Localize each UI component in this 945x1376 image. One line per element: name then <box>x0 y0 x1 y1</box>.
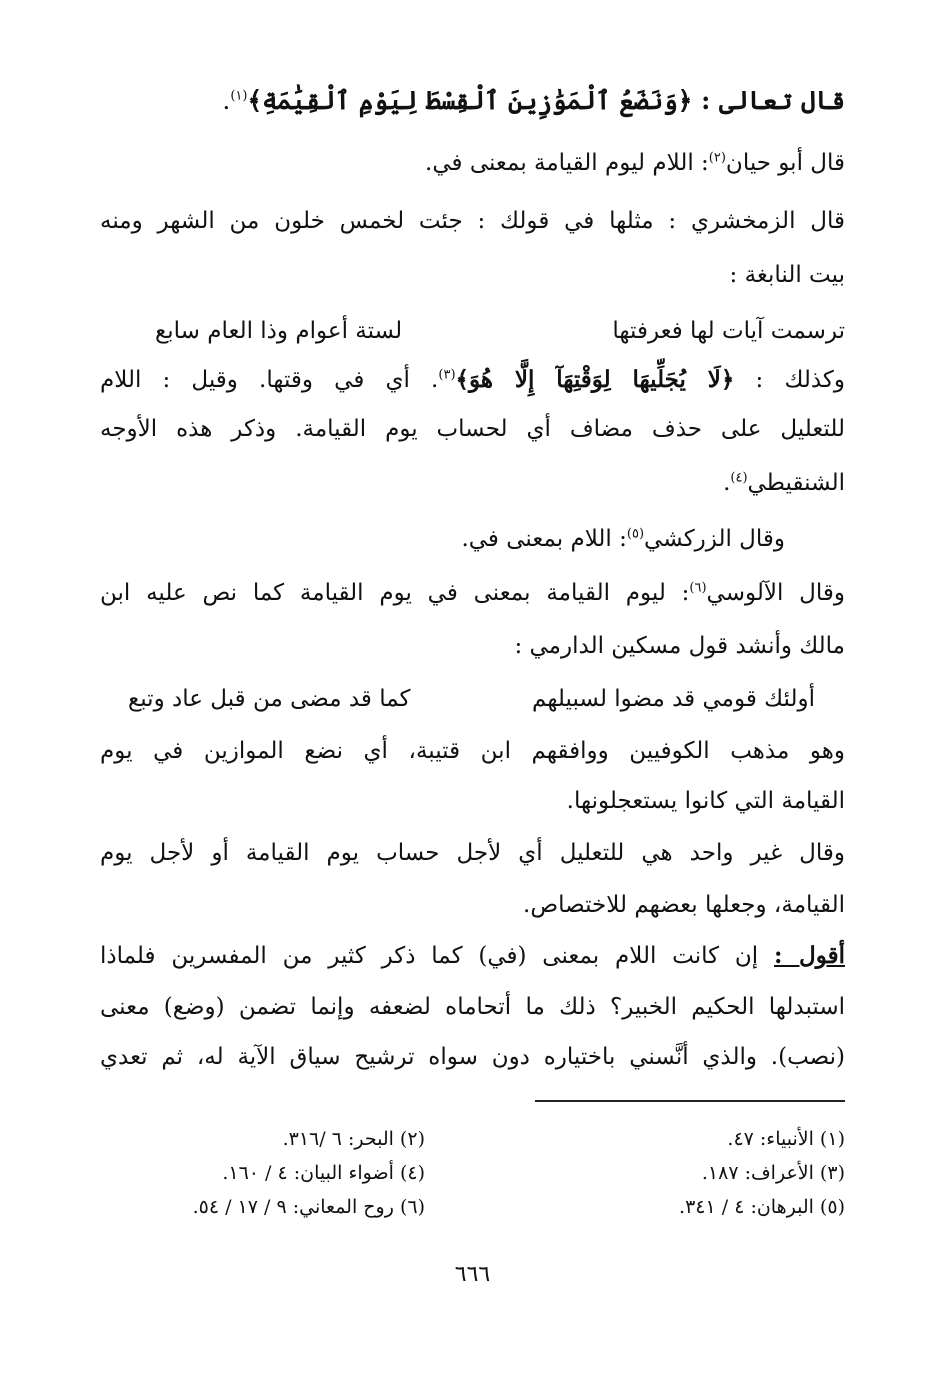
line-tail: . أي في وقتها. وقيل : اللام <box>100 367 439 393</box>
line-lead: وكذلك : <box>734 367 845 393</box>
body-line-17: (نصب). والذي أنَّسني باختياره دون سواه ترشيح سياق الآية له، ثم تعدي <box>100 1044 845 1070</box>
body-line-3: قال الزمخشري : مثلها في قولك : جئت لخمس خلون من الشهر ومنه <box>100 208 845 234</box>
body-line-4: بيت النابغة : <box>729 262 845 288</box>
body-line-10: مالك وأنشد قول مسكين الدارمي : <box>514 633 845 659</box>
verse-2-second-hemistich: كما قد مضى من قبل عاد وتبع <box>128 686 411 712</box>
quran-verse: ﴿لَا يُجَلِّيهَا لِوَقْتِهَآ إِلَّا هُوَ﴾ <box>455 366 735 393</box>
footnote-marker: (١) <box>230 88 248 104</box>
footnote-1: (١) الأنبياء: ٤٧. <box>727 1128 845 1150</box>
body-line-8 <box>100 526 785 554</box>
line-tail: . <box>222 86 231 115</box>
verse-2-first-hemistich: أولئك قومي قد مضوا لسبيلهم <box>532 686 815 712</box>
body-line-15 <box>100 942 845 971</box>
line-tail: : اللام ليوم القيامة بمعنى في. <box>425 150 709 176</box>
verse-1-first-hemistich: ترسمت آيات لها فعرفتها <box>612 318 845 344</box>
body-line-6: للتعليل على حذف مضاف أي لحساب يوم القيامة. وذكر هذه الأوجه <box>100 416 845 442</box>
line-lead: الشنقيطي <box>747 470 845 496</box>
line-tail: إن كانت اللام بمعنى (في) كما ذكر كثير من المفسرين فلماذا <box>100 943 775 969</box>
footnote-5: (٥) البرهان: ٤ / ٣٤١. <box>679 1196 845 1218</box>
body-line-9 <box>100 580 845 608</box>
aqul-label: أقول : <box>774 942 845 969</box>
footnote-marker: (٣) <box>438 367 456 383</box>
line-lead: قال تعالى : <box>692 86 845 115</box>
body-line-12: القيامة التي كانوا يستعجلونها. <box>566 788 845 814</box>
body-line-16: استبدلها الحكيم الخبير؟ ذلك ما أتحاماه لضعفه وإنما تضمن (وضع) معنى <box>100 994 846 1020</box>
footnote-marker: (٦) <box>689 580 707 596</box>
body-line-14: القيامة، وجعلها بعضهم للاختصاص. <box>523 892 845 918</box>
line-tail: : ليوم القيامة بمعنى في يوم القيامة كما نص عليه ابن <box>100 580 690 606</box>
body-line-7 <box>100 470 845 498</box>
quran-verse: ﴿وَنَضَعُ ٱلْمَوَٰزِينَ ٱلْقِسْطَ لِيَوْمِ ٱلْقِيَٰمَةِ﴾ <box>247 86 693 115</box>
body-line-5 <box>100 366 845 395</box>
footnote-3: (٣) الأعراف: ١٨٧. <box>701 1162 845 1184</box>
footnote-2: (٢) البحر: ٦ /٣١٦. <box>282 1128 425 1150</box>
line-lead: وقال الآلوسي <box>706 580 845 606</box>
footnote-4: (٤) أضواء البيان: ٤ / ١٦٠. <box>222 1162 425 1184</box>
footnote-marker: (٤) <box>730 470 748 486</box>
body-line-13: وقال غير واحد هي للتعليل أي لأجل حساب يوم القيامة أو لأجل يوم <box>100 840 845 866</box>
line-tail: : اللام بمعنى في. <box>461 526 627 552</box>
body-line-11: وهو مذهب الكوفيين ووافقهم ابن قتيبة، أي نضع الموازين في يوم <box>100 738 845 764</box>
footnote-6: (٦) روح المعاني: ٩ / ١٧ / ٥٤. <box>192 1196 425 1218</box>
line-lead: قال أبو حيان <box>725 150 845 176</box>
body-line-2 <box>100 150 845 178</box>
body-line-1 <box>100 86 845 116</box>
footnote-separator <box>535 1100 845 1102</box>
footnote-marker: (٥) <box>626 526 645 542</box>
line-tail: . <box>723 470 731 496</box>
verse-1-second-hemistich: لستة أعوام وذا العام سابع <box>155 318 403 344</box>
footnote-marker: (٢) <box>708 150 726 166</box>
page-number: ٦٦٦ <box>454 1262 491 1287</box>
line-lead: وقال الزركشي <box>644 526 785 552</box>
